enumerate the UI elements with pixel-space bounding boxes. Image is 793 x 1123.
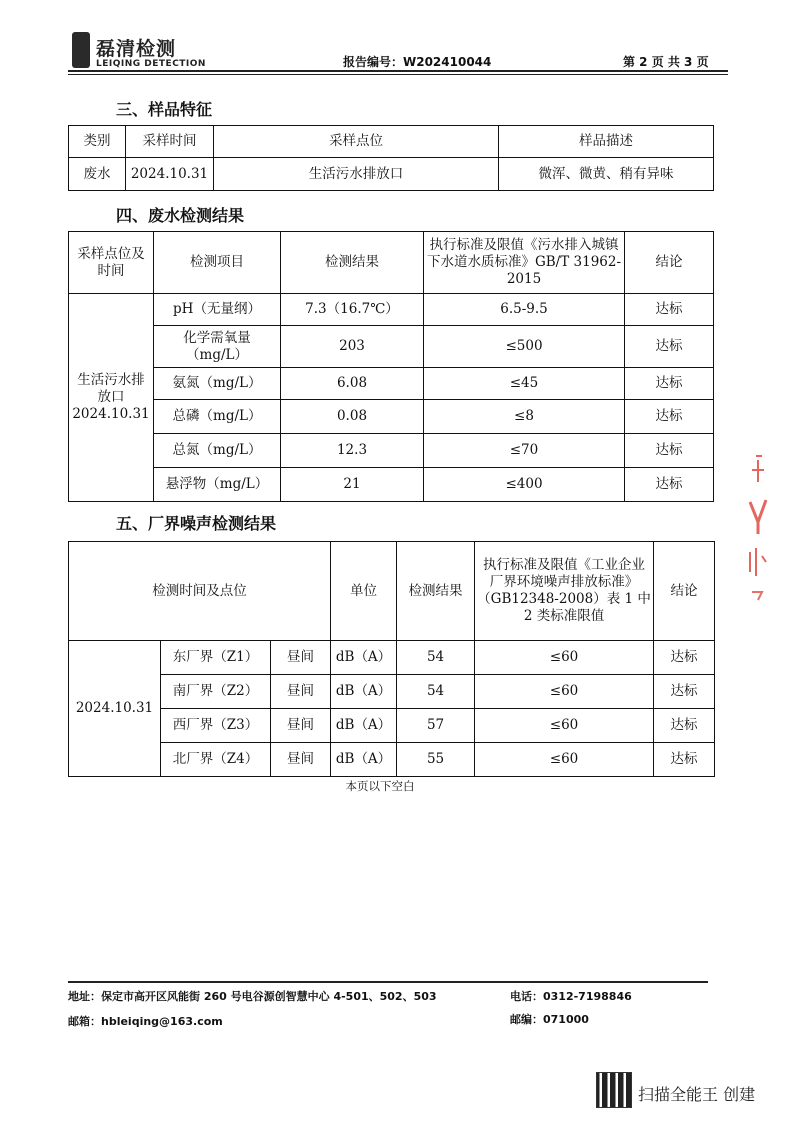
noise-period: 昼间 bbox=[271, 641, 331, 675]
water-header-result: 检测结果 bbox=[281, 232, 424, 294]
sample-category: 废水 bbox=[69, 158, 126, 191]
water-header-item: 检测项目 bbox=[154, 232, 281, 294]
company-name: 磊清检测 bbox=[96, 38, 177, 60]
footer-rule bbox=[68, 981, 708, 983]
water-item: 总氮（mg/L） bbox=[154, 434, 281, 468]
water-result: 12.3 bbox=[281, 434, 424, 468]
noise-site: 西厂界（Z3） bbox=[161, 709, 271, 743]
footer-postcode: 邮编：071000 bbox=[510, 1013, 589, 1026]
sample-header-category: 类别 bbox=[69, 126, 126, 158]
water-item: 氨氮（mg/L） bbox=[154, 368, 281, 400]
noise-site: 东厂界（Z1） bbox=[161, 641, 271, 675]
water-result: 7.3（16.7℃） bbox=[281, 294, 424, 326]
noise-header-result: 检测结果 bbox=[397, 542, 475, 641]
water-item: 总磷（mg/L） bbox=[154, 400, 281, 434]
noise-limit: ≤60 bbox=[475, 641, 654, 675]
noise-result: 57 bbox=[397, 709, 475, 743]
water-conclusion: 达标 bbox=[625, 434, 714, 468]
water-result: 203 bbox=[281, 326, 424, 368]
company-sub-name: LEIQING DETECTION bbox=[96, 59, 206, 69]
water-result: 21 bbox=[281, 468, 424, 502]
header-rule bbox=[68, 70, 728, 72]
water-limit: ≤400 bbox=[424, 468, 625, 502]
water-item: 化学需氧量（mg/L） bbox=[154, 326, 281, 368]
noise-site: 南厂界（Z2） bbox=[161, 675, 271, 709]
table-row bbox=[69, 434, 714, 468]
table-row bbox=[69, 326, 714, 368]
water-conclusion: 达标 bbox=[625, 294, 714, 326]
page-info: 第 2 页 共 3 页 bbox=[623, 55, 709, 69]
water-header-standard: 执行标准及限值《污水排入城镇下水道水质标准》GB/T 31962-2015 bbox=[424, 232, 625, 294]
noise-header-conclusion: 结论 bbox=[654, 542, 715, 641]
water-limit: ≤8 bbox=[424, 400, 625, 434]
table-row bbox=[69, 675, 715, 709]
sample-site: 生活污水排放口 bbox=[214, 158, 499, 191]
noise-limit: ≤60 bbox=[475, 709, 654, 743]
noise-conclusion: 达标 bbox=[654, 743, 715, 777]
water-section-title: 四、废水检测结果 bbox=[116, 206, 245, 225]
sample-header-time: 采样时间 bbox=[126, 126, 214, 158]
water-conclusion: 达标 bbox=[625, 400, 714, 434]
table-row bbox=[69, 294, 714, 326]
table-row bbox=[69, 743, 715, 777]
table-row bbox=[69, 641, 715, 675]
noise-section-title: 五、厂界噪声检测结果 bbox=[116, 514, 277, 533]
noise-header-time-site: 检测时间及点位 bbox=[69, 542, 331, 641]
sample-section-title: 三、样品特征 bbox=[116, 100, 213, 119]
water-item: 悬浮物（mg/L） bbox=[154, 468, 281, 502]
noise-result: 55 bbox=[397, 743, 475, 777]
company-logo-icon bbox=[72, 32, 90, 68]
noise-period: 昼间 bbox=[271, 709, 331, 743]
noise-conclusion: 达标 bbox=[654, 641, 715, 675]
water-header-site: 采样点位及时间 bbox=[69, 232, 154, 294]
noise-table bbox=[68, 541, 715, 777]
noise-date: 2024.10.31 bbox=[69, 641, 161, 777]
noise-limit: ≤60 bbox=[475, 675, 654, 709]
table-row bbox=[69, 400, 714, 434]
noise-period: 昼间 bbox=[271, 675, 331, 709]
scanner-watermark: 扫描全能王 创建 bbox=[638, 1085, 756, 1104]
water-conclusion: 达标 bbox=[625, 468, 714, 502]
water-conclusion: 达标 bbox=[625, 326, 714, 368]
noise-conclusion: 达标 bbox=[654, 675, 715, 709]
blank-page-note: 本页以下空白 bbox=[345, 779, 415, 793]
report-number: 报告编号：W202410044 bbox=[343, 55, 492, 69]
table-row bbox=[69, 468, 714, 502]
water-header-conclusion: 结论 bbox=[625, 232, 714, 294]
sample-table bbox=[68, 125, 714, 191]
noise-unit: dB（A） bbox=[331, 675, 397, 709]
footer-phone: 电话：0312-7198846 bbox=[510, 990, 632, 1003]
red-seal-fragment-icon bbox=[744, 452, 770, 602]
noise-limit: ≤60 bbox=[475, 743, 654, 777]
water-item: pH（无量纲） bbox=[154, 294, 281, 326]
noise-conclusion: 达标 bbox=[654, 709, 715, 743]
noise-result: 54 bbox=[397, 641, 475, 675]
header-rule-thin bbox=[68, 74, 728, 75]
sample-header-desc: 样品描述 bbox=[499, 126, 714, 158]
noise-unit: dB（A） bbox=[331, 709, 397, 743]
water-limit: ≤45 bbox=[424, 368, 625, 400]
water-result: 0.08 bbox=[281, 400, 424, 434]
noise-result: 54 bbox=[397, 675, 475, 709]
water-result: 6.08 bbox=[281, 368, 424, 400]
noise-header-unit: 单位 bbox=[331, 542, 397, 641]
water-table bbox=[68, 231, 714, 502]
sample-desc: 微浑、微黄、稍有异味 bbox=[499, 158, 714, 191]
qr-code-icon bbox=[596, 1072, 632, 1108]
noise-header-standard: 执行标准及限值《工业企业厂界环境噪声排放标准》（GB12348-2008）表 1 中 2 类标准限值 bbox=[475, 542, 654, 641]
noise-unit: dB（A） bbox=[331, 743, 397, 777]
water-limit: ≤70 bbox=[424, 434, 625, 468]
water-conclusion: 达标 bbox=[625, 368, 714, 400]
noise-unit: dB（A） bbox=[331, 641, 397, 675]
sample-header-site: 采样点位 bbox=[214, 126, 499, 158]
sample-time: 2024.10.31 bbox=[126, 158, 214, 191]
table-row bbox=[69, 709, 715, 743]
footer-address: 地址：保定市高开区风能街 260 号电谷源创智慧中心 4-501、502、503 bbox=[68, 990, 437, 1003]
water-limit: ≤500 bbox=[424, 326, 625, 368]
water-limit: 6.5-9.5 bbox=[424, 294, 625, 326]
water-site-time: 生活污水排放口 2024.10.31 bbox=[69, 294, 154, 502]
table-row bbox=[69, 368, 714, 400]
noise-period: 昼间 bbox=[271, 743, 331, 777]
footer-email: 邮箱：hbleiqing@163.com bbox=[68, 1015, 223, 1028]
noise-site: 北厂界（Z4） bbox=[161, 743, 271, 777]
